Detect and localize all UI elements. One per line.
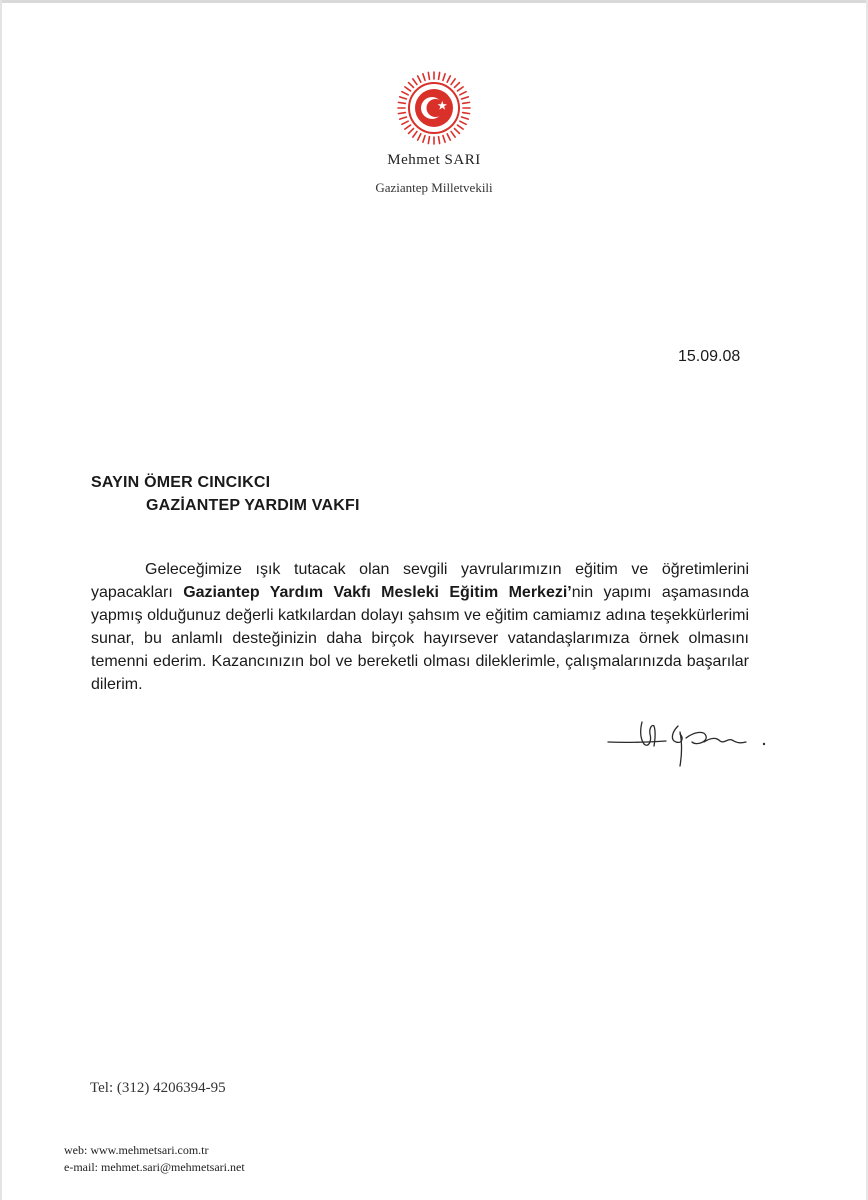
body-highlight: Gaziantep Yardım Vakfı Mesleki Eğitim Merkezi’	[183, 584, 572, 601]
footer-website: web: www.mehmetsari.com.tr	[64, 1143, 209, 1157]
sender-name: Mehmet SARI	[387, 152, 481, 168]
top-border	[0, 0, 868, 3]
letter-body	[91, 558, 749, 696]
footer-phone: Tel: (312) 4206394-95	[90, 1080, 226, 1096]
parliament-emblem-icon	[388, 62, 480, 154]
recipient-organization: GAZİANTEP YARDIM VAKFI	[146, 497, 360, 514]
recipient-name: SAYIN ÖMER CINCIKCI	[91, 474, 271, 491]
body-intro: Geleceğimize ışık tutacak olan sevgili yavrularımızın eğitim ve öğretimlerini yapacakları	[91, 561, 749, 601]
body-rest: nin yapımı aşamasında yapmış olduğunuz değerli katkılardan dolayı şahsım ve eğitim camiamız adına teşekkürlerimi sunar, bu anlamlı desteğinizin daha birçok hayırsever vatandaşlarımıza örnek olmasını temenni ederim. Kazancınızın bol ve bereketli olması dileklerimle, çalışmalarınızda başarılar dilerim.	[91, 584, 750, 693]
handwritten-signature	[600, 712, 790, 774]
footer-email: e-mail: mehmet.sari@mehmetsari.net	[64, 1160, 245, 1174]
letter-date: 15.09.08	[678, 348, 741, 365]
sender-title: Gaziantep Milletvekili	[375, 180, 493, 195]
